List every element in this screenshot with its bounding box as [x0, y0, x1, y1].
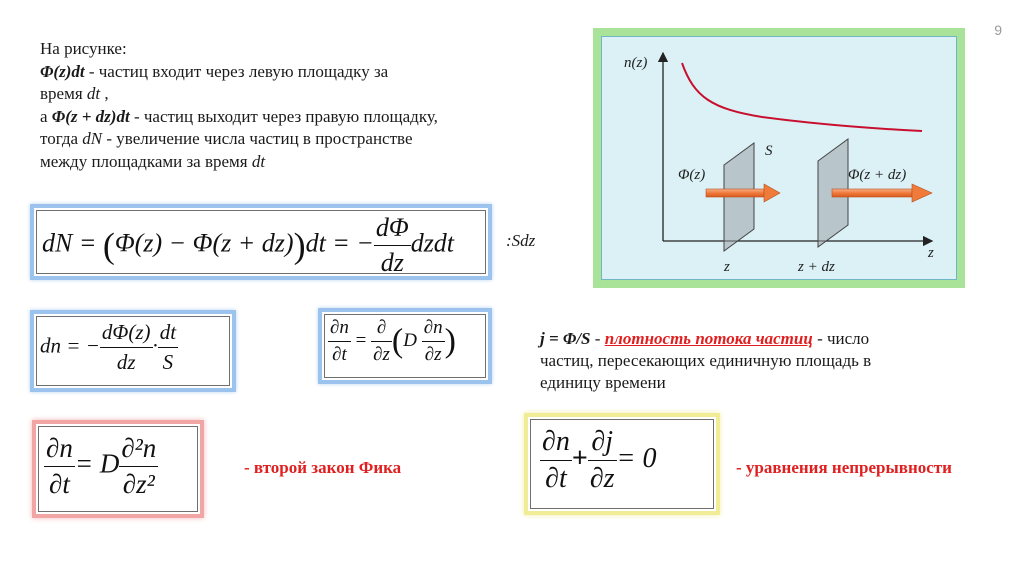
dN-term: dN	[82, 129, 103, 148]
right-flux-label: Φ(z + dz)	[848, 167, 907, 183]
eq2-f1-num: dΦ(z)	[100, 320, 153, 348]
eq2-f2-den: S	[162, 350, 174, 374]
eq1-mid: dt = −	[305, 228, 374, 258]
concentration-curve	[682, 63, 922, 131]
eq4-lhs-num: ∂n	[44, 433, 75, 467]
equation-2-box	[30, 310, 236, 392]
fick-law-equation	[44, 433, 158, 500]
eq1-paren-expr: Φ(z) − Φ(z + dz)	[114, 228, 294, 258]
tick-z-label: z	[724, 259, 730, 275]
sdz-label: :Sdz	[506, 231, 536, 250]
flux-density-term: плотность потока частиц	[604, 329, 813, 348]
eq2-lhs: dn = −	[40, 333, 100, 358]
intro-line-6-text: между площадками за время	[40, 151, 252, 171]
flux-out-term: Φ(z + dz)dt	[51, 106, 130, 126]
eq5-j-den: ∂z	[589, 463, 615, 494]
intro-line-4-start: а	[40, 106, 52, 126]
eq1-tail: dzdt	[410, 228, 455, 258]
eq3-operator	[371, 317, 392, 366]
intro-line-3	[40, 83, 580, 106]
eq5-j-fraction	[588, 426, 617, 495]
intro-text	[40, 38, 580, 173]
eq4-lhs-fraction	[44, 433, 75, 500]
continuity-box	[524, 413, 720, 515]
eq5-rhs: = 0	[616, 442, 657, 474]
left-flux-label: Φ(z)	[678, 167, 706, 183]
intro-line-4	[40, 106, 580, 129]
eq5-plus: +	[571, 442, 588, 474]
diffusion-figure	[593, 28, 965, 288]
eq1-frac-den: dz	[380, 248, 404, 277]
fick-law-box	[32, 420, 204, 518]
j-formula: j = Φ/S	[540, 329, 591, 348]
tick-z-dz-label: z + dz	[798, 259, 835, 275]
intro-line-2-text: - частиц входит через левую площадку за	[84, 61, 389, 81]
flux-in-term: Φ(z)dt	[40, 61, 85, 81]
continuity-caption: - уравнения непрерывности	[736, 458, 952, 477]
eq1-lhs: dN =	[42, 228, 103, 258]
eq4-eq-D: = D	[74, 448, 120, 479]
eq1-fraction	[374, 213, 411, 278]
eq3-equals: =	[355, 329, 367, 351]
intro-line-6	[40, 151, 580, 174]
eq3-lhs-den: ∂t	[332, 344, 347, 365]
intro-line-1: На рисунке:	[40, 39, 127, 58]
intro-line-3-end: ,	[100, 84, 109, 103]
j-dash: -	[590, 329, 605, 348]
intro-line-5	[40, 128, 580, 151]
intro-line-2	[40, 61, 580, 84]
eq2-fraction-2	[158, 320, 178, 375]
page-number: 9	[994, 22, 1002, 38]
eq3-in-num: ∂n	[422, 317, 445, 342]
eq4-rhs-den: ∂z²	[122, 469, 155, 499]
flux-density-definition	[540, 328, 980, 394]
intro-line-3-text: время	[40, 84, 87, 103]
eq3-lhs-fraction	[328, 317, 351, 366]
intro-line-4-text: - частиц выходит через правую площадку,	[129, 106, 438, 126]
dt-term-2: dt	[251, 151, 266, 171]
equation-1: dN = (Φ(z) − Φ(z + dz))dt = − $\frac{d\Phi}{dz}$ dzdt	[42, 213, 455, 277]
j-rest-1: - число	[812, 329, 870, 348]
equation-2	[40, 320, 178, 375]
j-line-2: частиц, пересекающих единичную площадь в	[540, 351, 872, 370]
eq3-inner-fraction	[422, 317, 445, 366]
equation-3-box	[318, 308, 492, 384]
eq5-n-den: ∂t	[545, 463, 567, 494]
eq1-frac-num: dΦ	[374, 213, 411, 246]
plane-s-label: S	[765, 143, 773, 159]
eq2-dot: ·	[152, 333, 158, 358]
intro-line-5-text: - увеличение числа частиц в пространстве	[102, 129, 413, 148]
dt-term: dt	[86, 84, 101, 103]
figure-panel	[601, 36, 957, 280]
intro-line-5-start: тогда	[40, 129, 83, 148]
eq2-f1-den: dz	[116, 350, 136, 374]
eq3-op-num: ∂	[371, 317, 392, 342]
eq5-n-fraction	[540, 426, 572, 495]
equation-1-box	[30, 204, 492, 280]
eq4-lhs-den: ∂t	[49, 469, 70, 499]
eq2-f2-num: dt	[158, 320, 178, 348]
eq4-rhs-fraction	[119, 433, 158, 500]
eq2-fraction-1	[100, 320, 153, 375]
eq5-j-num: ∂j	[588, 426, 617, 461]
y-axis-label: n(z)	[624, 55, 648, 71]
j-line-3: единицу времени	[540, 373, 666, 392]
eq3-lhs-num: ∂n	[328, 317, 351, 342]
eq3-op-den: ∂z	[373, 344, 390, 365]
x-axis-label: z	[928, 245, 934, 261]
diffusion-diagram	[602, 37, 956, 279]
continuity-equation	[540, 426, 656, 495]
eq3-D: D	[403, 329, 417, 351]
eq3-in-den: ∂z	[424, 344, 442, 365]
fick-law-caption: - второй закон Фика	[244, 458, 402, 477]
eq5-n-num: ∂n	[540, 426, 572, 461]
equation-3: $\frac{\partial n}{\partial t}$ = $\frac{\partial}{\partial z}$ (D $\frac{\partial n}{\partial z}$ )	[330, 317, 456, 365]
eq4-rhs-num: ∂²n	[119, 433, 158, 467]
